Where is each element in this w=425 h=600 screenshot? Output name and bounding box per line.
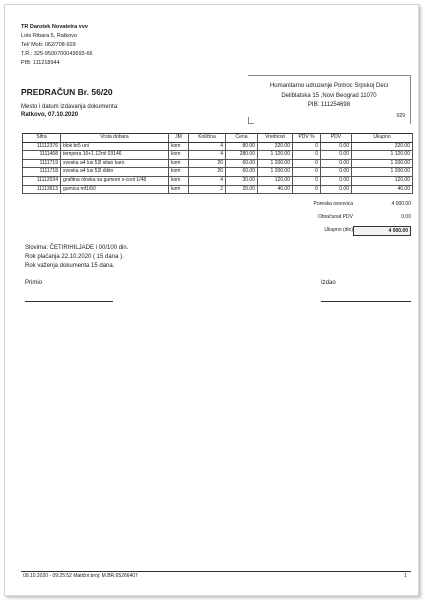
cell-ukupno: 1 200.00 [352, 168, 413, 177]
cell-jm: kom [169, 159, 189, 168]
place-date-label: Mesto i datum izdavanja dokumenta: [21, 104, 119, 110]
cell-jm: kom [169, 168, 189, 177]
cell-vrsta-dobara: blok br5 uni [61, 142, 169, 151]
total-value: 4 000.00 [353, 226, 411, 236]
cell-vrsta-dobara: sveska a4 lux 52l dikto [61, 168, 169, 177]
received-label: Primio [25, 280, 43, 286]
seller-pib: PIB: 111218944 [21, 60, 60, 66]
cell-jm: kom [169, 151, 189, 160]
header-cena: Cena [226, 134, 258, 143]
cell-cena: 60.00 [226, 168, 258, 177]
summary-block [205, 201, 411, 241]
cell-vrednost: 40.00 [258, 185, 293, 194]
seller-account: T.R.: 325-9500700043693-66 [21, 51, 93, 57]
cell-kolicina: 4 [189, 151, 226, 160]
page-number: 1 [404, 573, 407, 579]
cell-kolicina: 20 [189, 168, 226, 177]
cell-ukupno: 120.00 [352, 176, 413, 185]
header-vrednost: Vrednost [258, 134, 293, 143]
cell-sifra: 1111719 [23, 159, 61, 168]
table-row [23, 176, 413, 185]
cell-kolicina: 4 [189, 176, 226, 185]
cell-vrednost: 1 200.00 [258, 159, 293, 168]
cell-vrsta-dobara: sveska a4 lux 52l sitan karo [61, 159, 169, 168]
cell-pdv: 0.00 [321, 142, 352, 151]
cell-jm: kom [169, 142, 189, 151]
buyer-code: 029 [396, 113, 405, 119]
seller-block [21, 23, 93, 68]
table-row [23, 142, 413, 151]
buyer-pib: PIB: 111254698 [307, 102, 351, 108]
cell-pdv: 0.00 [321, 185, 352, 194]
cell-cena: 60.00 [226, 159, 258, 168]
header-ukupno: Ukupno [352, 134, 413, 143]
cell-cena: 280.00 [226, 151, 258, 160]
cell-jm: kom [169, 185, 189, 194]
cell-pdv-percent: 0 [293, 176, 321, 185]
cell-vrednost: 1 120.00 [258, 151, 293, 160]
cell-pdv-percent: 0 [293, 185, 321, 194]
header-jm: JM [169, 134, 189, 143]
cell-kolicina: 2 [189, 185, 226, 194]
cell-sifra: 11113613 [23, 185, 61, 194]
cell-vrednost: 120.00 [258, 176, 293, 185]
cell-ukupno: 40.00 [352, 185, 413, 194]
cell-kolicina: 4 [189, 142, 226, 151]
seller-address: Lole Ribara 5, Ratkovo [21, 33, 77, 39]
cell-ukupno: 1 200.00 [352, 159, 413, 168]
cell-pdv-percent: 0 [293, 168, 321, 177]
payment-due: Rok plaćanja 22.10.2020 ( 15 dana ). [25, 254, 124, 260]
cell-sifra: 1111718 [23, 168, 61, 177]
cell-pdv-percent: 0 [293, 159, 321, 168]
buyer-corner-mark [248, 117, 254, 124]
tax-base-value: 4 000.00 [391, 201, 411, 207]
buyer-address: Deliblatska 15 ,Novi Beograd 11070 [281, 92, 377, 99]
document-page [4, 4, 419, 596]
issued-label: Izdao [321, 280, 336, 286]
cell-vrsta-dobara: gumica mf1/60 [61, 185, 169, 194]
vat-label: Obračunat PDV [317, 214, 353, 220]
buyer-name: Humanitarno udruzenje Pomoc Srpskoj Deci [269, 83, 389, 89]
issued-signature-line [321, 301, 411, 302]
table-header-row [23, 134, 413, 143]
cell-vrednost: 320.00 [258, 142, 293, 151]
received-signature-line [25, 301, 113, 302]
header-pdv-percent: PDV % [293, 134, 321, 143]
items-table [22, 133, 413, 194]
cell-pdv-percent: 0 [293, 151, 321, 160]
header-vrsta-dobara: Vrsta dobara [61, 134, 169, 143]
cell-sifra: 1111468 [23, 151, 61, 160]
footer-divider [21, 571, 411, 572]
cell-pdv-percent: 0 [293, 142, 321, 151]
table-row [23, 159, 413, 168]
cell-pdv: 0.00 [321, 159, 352, 168]
header-kolicina: Količina [189, 134, 226, 143]
seller-phone: Tel/ Mob: 062/708-929 [21, 42, 76, 48]
amount-words-block [25, 244, 128, 271]
vat-value: 0.00 [401, 214, 411, 220]
table-row [23, 151, 413, 160]
cell-sifra: 11112376 [23, 142, 61, 151]
cell-pdv: 0.00 [321, 168, 352, 177]
table-row [23, 185, 413, 194]
cell-kolicina: 20 [189, 159, 226, 168]
cell-pdv: 0.00 [321, 151, 352, 160]
buyer-block [248, 75, 411, 124]
cell-ukupno: 1 120.00 [352, 151, 413, 160]
cell-cena: 80.00 [226, 142, 258, 151]
cell-sifra: 11112034 [23, 176, 61, 185]
total-label: Ukupno (din) [324, 227, 353, 233]
header-sifra: Šifra [23, 134, 61, 143]
cell-vrednost: 1 200.00 [258, 168, 293, 177]
table-row [23, 168, 413, 177]
tax-base-label: Poreska osnovica [313, 201, 353, 207]
seller-name: TR Darotek Novatetra vvv [21, 24, 88, 30]
cell-pdv: 0.00 [321, 176, 352, 185]
cell-jm: kom [169, 176, 189, 185]
amount-in-words: Slovima: ČETIRIHILJADE i 00/100 din. [25, 245, 129, 251]
footer-info: 09.10.2020 - 09:25:52 Matični broj: M.BR.65266407 [23, 573, 138, 579]
document-title: PREDRAČUN Br. 56/20 [21, 87, 113, 97]
cell-vrsta-dobara: grafitna olovka sa gumom s-cool 1/48 [61, 176, 169, 185]
header-pdv: PDV [321, 134, 352, 143]
document-validity: Rok važenja dokumenta 15 dana. [25, 263, 115, 269]
cell-cena: 20.00 [226, 185, 258, 194]
cell-ukupno: 320.00 [352, 142, 413, 151]
cell-cena: 30.00 [226, 176, 258, 185]
cell-vrsta-dobara: tempera 10+1 12ml 03146 [61, 151, 169, 160]
place-date-value: Ratkovo, 07.10.2020 [21, 112, 79, 118]
